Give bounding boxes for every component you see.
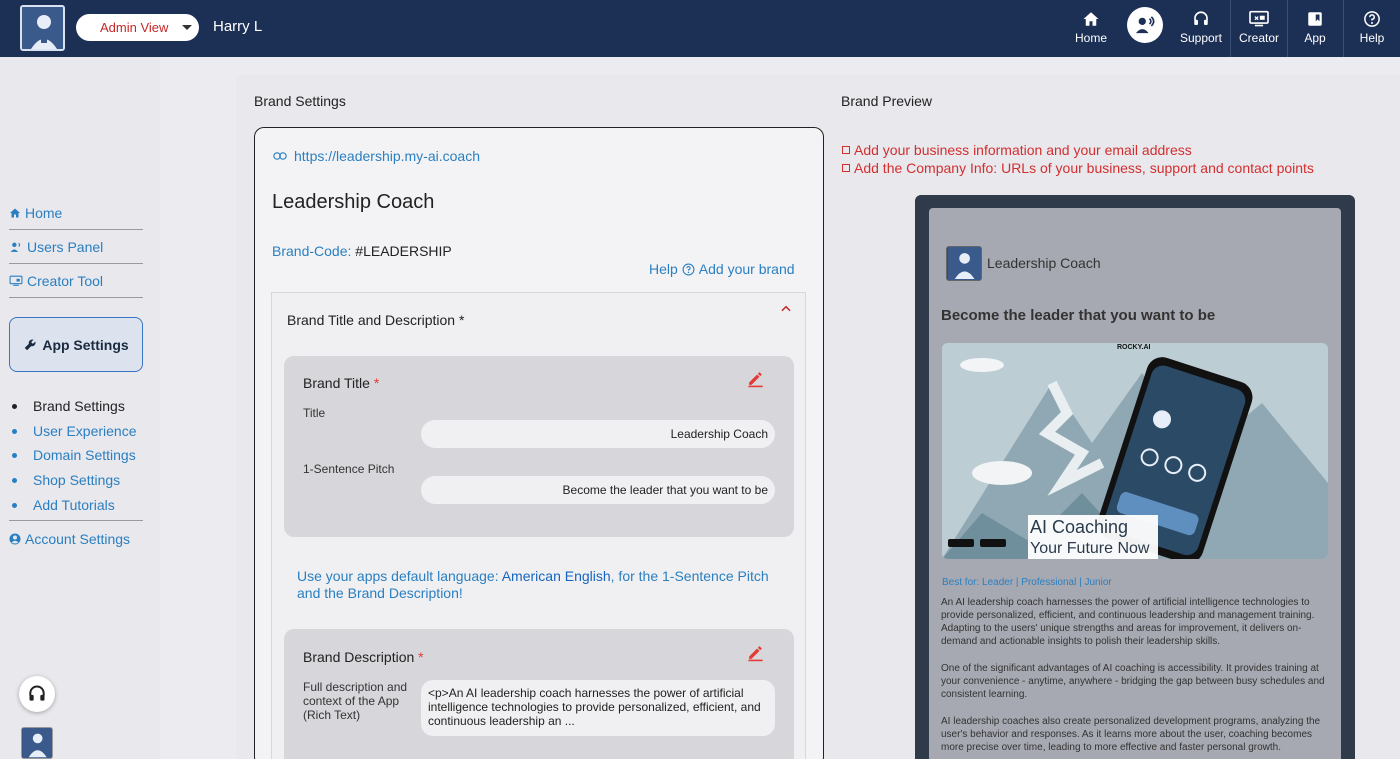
divider [9,229,143,230]
todo-text: Add your business information and your email address [854,142,1192,158]
preview-description-paragraph: An AI leadership coach harnesses the power of artificial intelligence technologies to provide personalized, efficient, and continuous leadership and management training. Adapting to the users' unique strengths and areas for improvement, it delivers on-demand and actionable insights to polish their leadership skills. [941,597,1315,647]
preview-pitch: Become the leader that you want to be [941,307,1216,324]
coach-avatar-button[interactable] [21,727,53,759]
sidebar-item-home[interactable] [9,205,62,221]
home-icon [1082,10,1100,28]
sidebar-subitem-label: Domain Settings [33,447,136,463]
accordion-title[interactable]: Brand Title and Description * [287,312,465,328]
sidebar-subitem-label: Shop Settings [33,472,121,488]
nav-home-label: Home [1074,31,1107,45]
chevron-up-icon[interactable] [779,302,793,321]
bullet [12,478,17,483]
preview-description-paragraph: One of the significant advantages of AI coaching is accessibility. It provides training at your convenience - anytime, anywhere - bridging the gap between busy schedules and consistent learning. [941,663,1325,700]
sidebar-subitem-add-tutorials[interactable] [12,497,115,513]
sidebar-subitem-label: User Experience [33,423,137,439]
sidebar-subitem-brand-settings[interactable] [12,398,125,414]
description-label: Full description and context of the App (Rich Text) [303,680,408,722]
preview-hero-image [942,343,1328,559]
users-panel-icon [9,241,23,253]
caret-down-icon [182,25,192,30]
todo-business-info [842,142,1192,158]
edit-brand-title-icon[interactable] [746,369,765,393]
brand-description-heading [303,649,424,665]
preview-image-headline-2: Your Future Now [1030,540,1150,557]
nav-support[interactable] [1174,0,1228,57]
bullet [12,503,17,508]
divider [9,263,143,264]
headset-icon [27,684,47,704]
sidebar-subitem-domain-settings[interactable] [12,447,136,463]
coach-avatar-icon [22,7,65,51]
divider [9,297,143,298]
nav-creator-label: Creator [1238,31,1279,45]
user-name[interactable]: Harry L [213,18,263,35]
nav-help-label: Help [1359,31,1385,45]
todo-company-info [842,160,1314,176]
brand-url-link[interactable] [273,148,480,164]
language-note [297,568,787,602]
nav-home[interactable] [1066,0,1116,57]
help-circle-icon [682,263,695,276]
language-note-pre: Use your apps default language: [297,568,499,584]
app-logo[interactable] [20,5,65,51]
language-note-post: , for the 1-Sentence Pitch and the Brand Description! [297,568,769,601]
nav-help[interactable] [1343,0,1400,57]
brand-name-heading: Leadership Coach [272,191,435,213]
sidebar-subitem-label: Add Tutorials [33,497,115,513]
nav-creator[interactable] [1230,0,1287,57]
preview-app-logo [946,246,982,281]
brand-preview-title: Brand Preview [841,93,933,109]
sidebar-item-app-settings[interactable] [9,317,143,372]
sidebar-item-label: Users Panel [27,239,104,255]
nav-users-panel[interactable] [1124,0,1166,57]
home-icon [9,207,21,219]
bullet [12,453,17,458]
checkbox-icon [842,146,850,154]
preview-image-headline-1: AI Coaching [1030,517,1129,537]
sidebar-item-label: Creator Tool [27,273,104,289]
add-brand-help-link[interactable] [649,261,795,277]
required-marker: * [418,649,424,665]
pitch-field[interactable]: Become the leader that you want to be [421,476,775,504]
edit-brand-description-icon[interactable] [746,643,765,667]
sidebar-item-account-settings[interactable] [9,531,130,547]
preview-description-paragraph: AI leadership coaches also create personalized development programs, analyzing the user's behavior and responses. As it learns more about the user, coaching becomes more precise over time, leading to more effective and faster personal growth. [941,716,1321,753]
wrench-icon [23,338,37,352]
coach-avatar-icon [22,728,53,759]
floating-support-button[interactable] [19,676,55,712]
sidebar-item-users-panel[interactable] [9,239,103,255]
sidebar-item-label: App Settings [42,336,129,353]
bullet [12,404,17,409]
brand-code-label: Brand-Code: [272,243,352,259]
preview-app-name: Leadership Coach [987,255,1101,271]
divider [9,520,143,521]
checkbox-icon [842,164,850,172]
sidebar-item-label: Account Settings [25,531,131,547]
required-marker: * [373,375,380,391]
sidebar-subitem-user-experience[interactable] [12,423,137,439]
view-select-value: Admin View [100,20,169,35]
nav-app[interactable] [1287,0,1342,57]
brand-title-heading [303,375,379,391]
pitch-label: 1-Sentence Pitch [303,462,395,476]
creator-icon [9,275,23,287]
brand-settings-title: Brand Settings [254,93,346,109]
account-circle-icon [9,533,21,545]
users-panel-icon [1134,15,1156,35]
coach-avatar-icon [947,247,982,281]
title-label: Title [303,406,326,420]
preview-image-brand-tag: ROCKY.AI [1117,344,1151,351]
app-icon [1306,10,1324,28]
sidebar-item-creator-tool[interactable] [9,273,103,289]
link-icon [273,151,287,161]
headset-icon [1192,10,1210,28]
brand-description-heading-text: Brand Description [303,649,415,665]
sidebar [0,57,160,759]
nav-app-label: App [1304,31,1326,45]
hero-illustration [942,343,1328,559]
help-icon [1363,10,1381,28]
creator-icon [1248,10,1270,28]
preview-best-for: Best for: Leader | Professional | Junior [942,577,1112,588]
help-label: Help [649,261,678,277]
default-language-link[interactable]: American English [501,568,611,584]
description-field[interactable]: <p>An AI leadership coach harnesses the power of artificial intelligence technologies to provide personalized, efficient, and continuous leadership an ... [421,680,775,736]
title-field[interactable]: Leadership Coach [421,420,775,448]
brand-code [272,243,452,259]
sidebar-subitem-label: Brand Settings [33,398,125,414]
view-select[interactable] [76,14,199,41]
brand-code-value: #LEADERSHIP [355,243,452,259]
nav-support-label: Support [1179,31,1223,45]
sidebar-subitem-shop-settings[interactable] [12,472,120,488]
brand-url-text: https://leadership.my-ai.coach [294,148,480,164]
bullet [12,429,17,434]
help-action: Add your brand [698,261,795,277]
brand-title-heading-text: Brand Title [303,375,370,391]
top-bar [0,0,1400,57]
todo-text: Add the Company Info: URLs of your business, support and contact points [854,160,1314,176]
sidebar-item-label: Home [25,205,63,221]
